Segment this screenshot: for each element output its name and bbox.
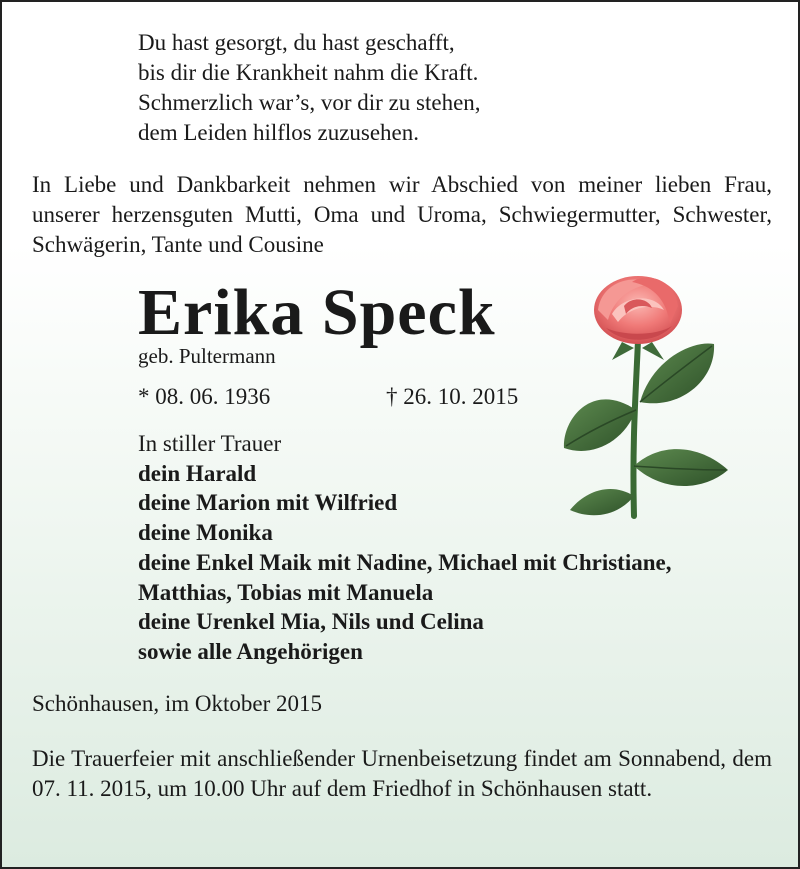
mourner-line: deine Marion mit Wilfried [138, 490, 398, 516]
mourners-heading: In stiller Trauer [138, 431, 282, 456]
mourner-line: deine Urenkel Mia, Nils und Celina [138, 609, 484, 635]
maiden-name: geb. Pultermann [138, 344, 276, 368]
poem-line: bis dir die Krankheit nahm die Kraft. [138, 60, 479, 85]
poem-line: dem Leiden hilflos zuzusehen. [138, 120, 420, 145]
poem [138, 28, 481, 148]
poem-line: Du hast gesorgt, du hast geschafft, [138, 30, 455, 55]
place-date: Schönhausen, im Oktober 2015 [32, 691, 323, 716]
mourner-line: deine Enkel Maik mit Nadine, Michael mit Christiane, [138, 549, 672, 575]
mourners-list [138, 429, 671, 667]
deceased-name: Erika Speck [138, 276, 496, 349]
mourner-line: sowie alle Angehörigen [138, 638, 363, 664]
funeral-details: Die Trauerfeier mit anschließender Urnenbeisetzung findet am Sonnabend, dem 07. 11. 2015, um 10.00 Uhr auf dem Friedhof in Schönhausen statt. [32, 746, 772, 801]
birth-date: * 08. 06. 1936 [138, 384, 271, 409]
mourner-line: deine Monika [138, 520, 273, 546]
mourner-line: Matthias, Tobias mit Manuela [138, 579, 434, 605]
poem-line: Schmerzlich war’s, vor dir zu stehen, [138, 90, 481, 115]
mourner-line: dein Harald [138, 460, 257, 486]
intro-text: In Liebe und Dankbarkeit nehmen wir Abschied von meiner lieben Frau, unserer herzensguten Mutti, Oma und Uroma, Schwiegermutter, Schwester, Schwägerin, Tante und Cousine [32, 172, 772, 257]
death-date: † 26. 10. 2015 [386, 384, 519, 409]
